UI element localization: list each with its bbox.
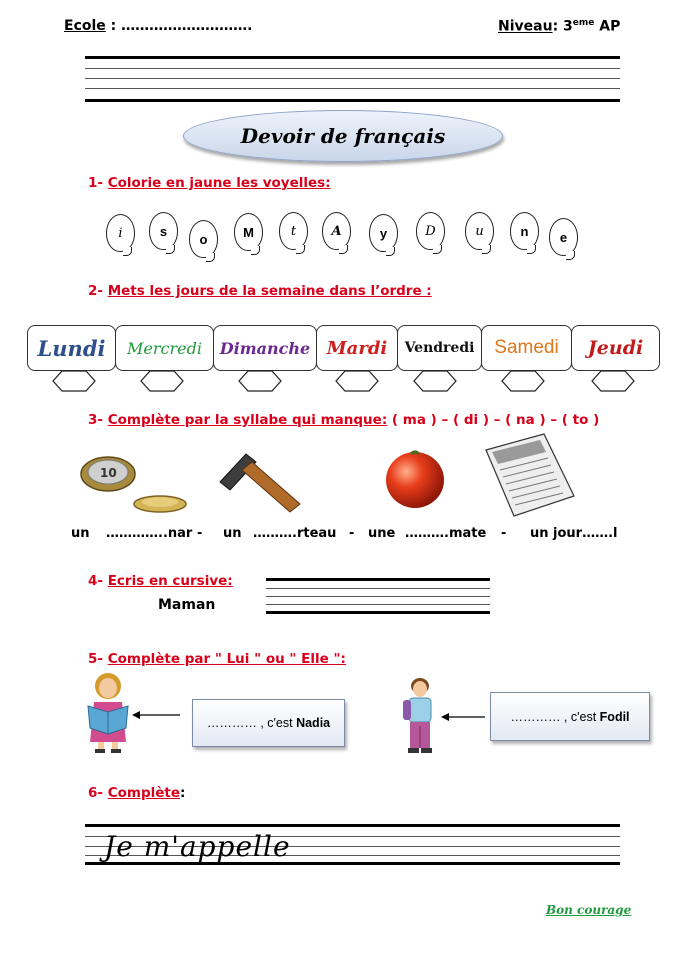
day-box-vendredi[interactable] <box>397 325 482 371</box>
day-label: Mardi <box>326 337 388 359</box>
hexagon-answer[interactable] <box>501 370 545 392</box>
q3-word: un <box>223 526 242 541</box>
day-box-mardi[interactable] <box>316 325 398 371</box>
day-box-lundi[interactable] <box>27 325 116 371</box>
hexagon-answer[interactable] <box>413 370 457 392</box>
callout-blank: ………… , c'est <box>206 716 293 730</box>
question-3 <box>88 412 599 428</box>
q6-number: 6- <box>88 785 103 801</box>
day-label: Dimanche <box>219 338 311 358</box>
school-fill: : ………………………. <box>110 18 253 34</box>
school-label: Ecole <box>64 18 106 34</box>
newspaper-icon <box>480 432 580 518</box>
school-field <box>64 18 252 34</box>
q4-instruction: Ecris en cursive: <box>107 573 233 589</box>
q3-dash: - <box>197 526 203 541</box>
coins-icon <box>78 452 190 518</box>
q5-number: 5- <box>88 651 103 667</box>
level-label: Niveau <box>498 18 553 35</box>
page-title: Devoir de français <box>240 124 446 148</box>
question-1 <box>88 175 331 191</box>
letter-bubble[interactable]: t <box>279 212 308 250</box>
letter-bubble[interactable]: M <box>234 213 263 251</box>
q1-number: 1- <box>88 175 103 191</box>
day-box-samedi[interactable] <box>481 325 572 371</box>
level-sup: eme <box>572 18 595 28</box>
q2-number: 2- <box>88 283 103 299</box>
hexagon-answer[interactable] <box>140 370 184 392</box>
tomato-icon <box>384 446 446 510</box>
svg-text:10: 10 <box>100 466 117 480</box>
arrow-left-icon <box>441 711 485 723</box>
level-suffix: AP <box>594 18 621 35</box>
hexagon-answer[interactable] <box>52 370 96 392</box>
girl-reading-icon <box>84 672 134 754</box>
hexagon-answer[interactable] <box>335 370 379 392</box>
letter-bubble[interactable]: n <box>510 212 539 250</box>
q4-number: 4- <box>88 573 103 589</box>
letter-bubble[interactable]: u <box>465 212 494 250</box>
day-label: Lundi <box>37 335 106 361</box>
day-label: Vendredi <box>404 340 475 356</box>
q3-word: un <box>71 526 90 541</box>
q6-cursive-text: Je m'appelle <box>104 830 291 863</box>
q6-instruction: Complète <box>107 785 181 801</box>
day-label: Samedi <box>494 337 559 358</box>
q5-instruction: Complète par " Lui " ou " Elle ": <box>107 651 346 667</box>
letter-bubble[interactable]: e <box>549 218 578 256</box>
title-banner <box>183 110 503 162</box>
callout-name: Fodil <box>599 709 630 724</box>
boy-icon <box>400 676 440 754</box>
callout-fodil[interactable] <box>490 692 650 741</box>
q3-number: 3- <box>88 412 103 428</box>
q3-blank-2[interactable]: ……….rteau <box>253 526 337 541</box>
q3-instruction: Complète par la syllabe qui manque: <box>107 412 388 428</box>
callout-blank: ………… , c'est <box>510 709 597 724</box>
letter-bubble[interactable]: D <box>416 212 445 250</box>
q3-word: une <box>368 526 396 541</box>
q3-dash: - <box>349 526 355 541</box>
hammer-icon <box>212 452 304 514</box>
day-label: Jeudi <box>587 337 644 359</box>
q2-instruction: Mets les jours de la semaine dans l’ordre : <box>107 283 432 299</box>
letter-bubble[interactable]: i <box>106 214 135 252</box>
q6-colon: : <box>180 785 186 801</box>
question-4 <box>88 573 233 589</box>
arrow-left-icon <box>132 709 180 721</box>
question-5 <box>88 651 346 667</box>
callout-nadia[interactable] <box>192 699 345 747</box>
day-box-mercredi[interactable] <box>115 325 214 371</box>
letter-bubble[interactable]: y <box>369 214 398 252</box>
hexagon-answer[interactable] <box>591 370 635 392</box>
callout-name: Nadia <box>296 716 331 730</box>
q3-blank-4[interactable]: un jour…….l <box>530 526 618 541</box>
day-label: Mercredi <box>127 338 202 358</box>
question-2 <box>88 283 432 299</box>
day-box-jeudi[interactable] <box>571 325 660 371</box>
letter-bubble[interactable]: A <box>322 212 351 250</box>
level-prefix: : 3 <box>552 18 573 35</box>
letter-bubble[interactable]: s <box>149 212 178 250</box>
q3-dash: - <box>501 526 507 541</box>
question-6 <box>88 785 185 801</box>
q3-blank-3[interactable]: ……….mate <box>405 526 487 541</box>
hexagon-answer[interactable] <box>238 370 282 392</box>
q4-word: Maman <box>158 597 216 613</box>
q3-blank-1[interactable]: …………..nar <box>106 526 193 541</box>
footer-text: Bon courage <box>546 903 632 917</box>
q1-instruction: Colorie en jaune les voyelles: <box>107 175 331 191</box>
letter-bubble[interactable]: o <box>189 220 218 258</box>
day-box-dimanche[interactable] <box>213 325 317 371</box>
level-field <box>498 18 620 35</box>
q3-syllables: ( ma ) – ( di ) – ( na ) – ( to ) <box>391 412 600 428</box>
